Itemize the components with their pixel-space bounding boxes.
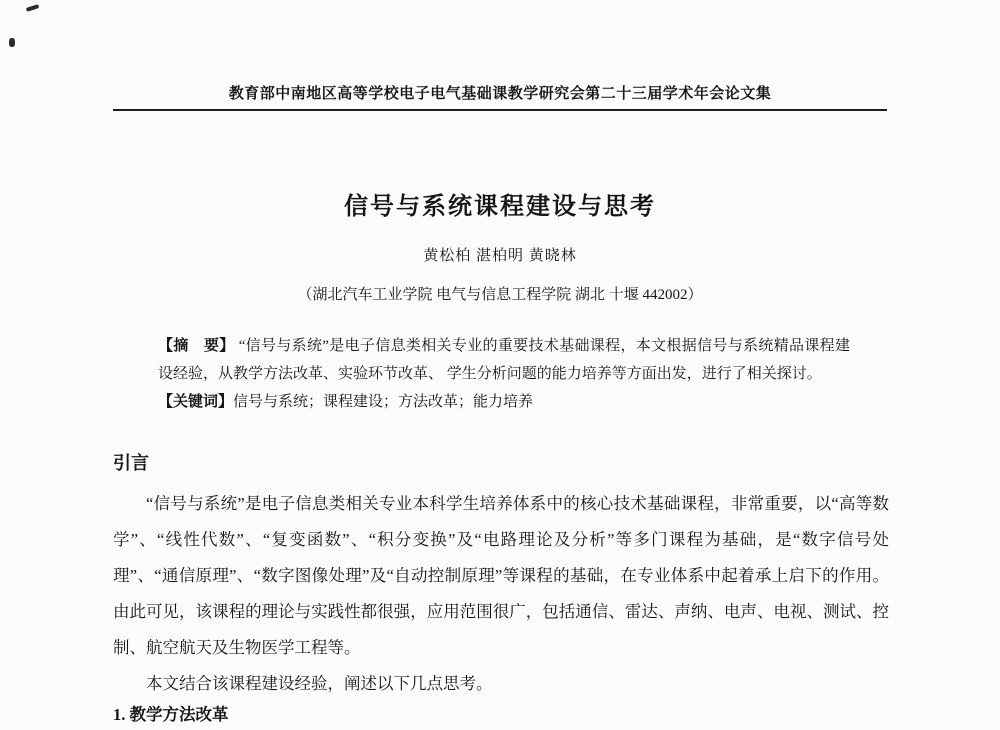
paper-title: 信号与系统课程建设与思考 [344, 194, 656, 220]
abstract-paragraph [158, 332, 850, 388]
body-column [113, 452, 889, 728]
scan-artifact [26, 4, 40, 12]
keywords-text: 信号与系统；课程建设；方法改革；能力培养 [233, 394, 534, 410]
running-head [113, 85, 887, 111]
intro-paragraph: “信号与系统”是电子信息类相关专业本科学生培养体系中的核心技术基础课程，非常重要，以“高等数学”、“线性代数”、“复变函数”、“积分变换”及“电路理论及分析”等多门课程为基础，是“数字信号处理”、“通信原理”、“数字图像处理”及“自动控制原理”等课程的基础，在专业体系中起着承上启下的作用。由此可见，该课程的理论与实践性都很强，应用范围很广，包括通信、雷达、声纳、电声、电视、测试、控制、航空航天及生物医学工程等。 [113, 494, 889, 657]
abstract-text: “信号与系统”是电子信息类相关专业的重要技术基础课程，本文根据信号与系统精品课程建设经验，从教学方法改革、实验环节改革、 学生分析问题的能力培养等方面出发，进行了相关探讨。 [158, 338, 850, 382]
scan-artifact [9, 38, 15, 47]
section-heading-1: 1. 教学方法改革 [113, 705, 229, 724]
abstract-block [158, 332, 850, 416]
section-heading-intro: 引言 [113, 453, 149, 473]
authors-line: 黄松柏 湛柏明 黄晓林 [423, 248, 577, 264]
running-head-text: 教育部中南地区高等学校电子电气基础课教学研究会第二十三届学术年会论文集 [228, 86, 772, 102]
transition-paragraph: 本文结合该课程建设经验，阐述以下几点思考。 [146, 674, 493, 693]
keywords-paragraph [158, 388, 850, 416]
keywords-label: 【关键词】 [158, 394, 234, 410]
abstract-label: 【摘 要】 [158, 338, 239, 354]
affiliation-line: （湖北汽车工业学院 电气与信息工程学院 湖北 十堰 442002） [297, 287, 703, 303]
